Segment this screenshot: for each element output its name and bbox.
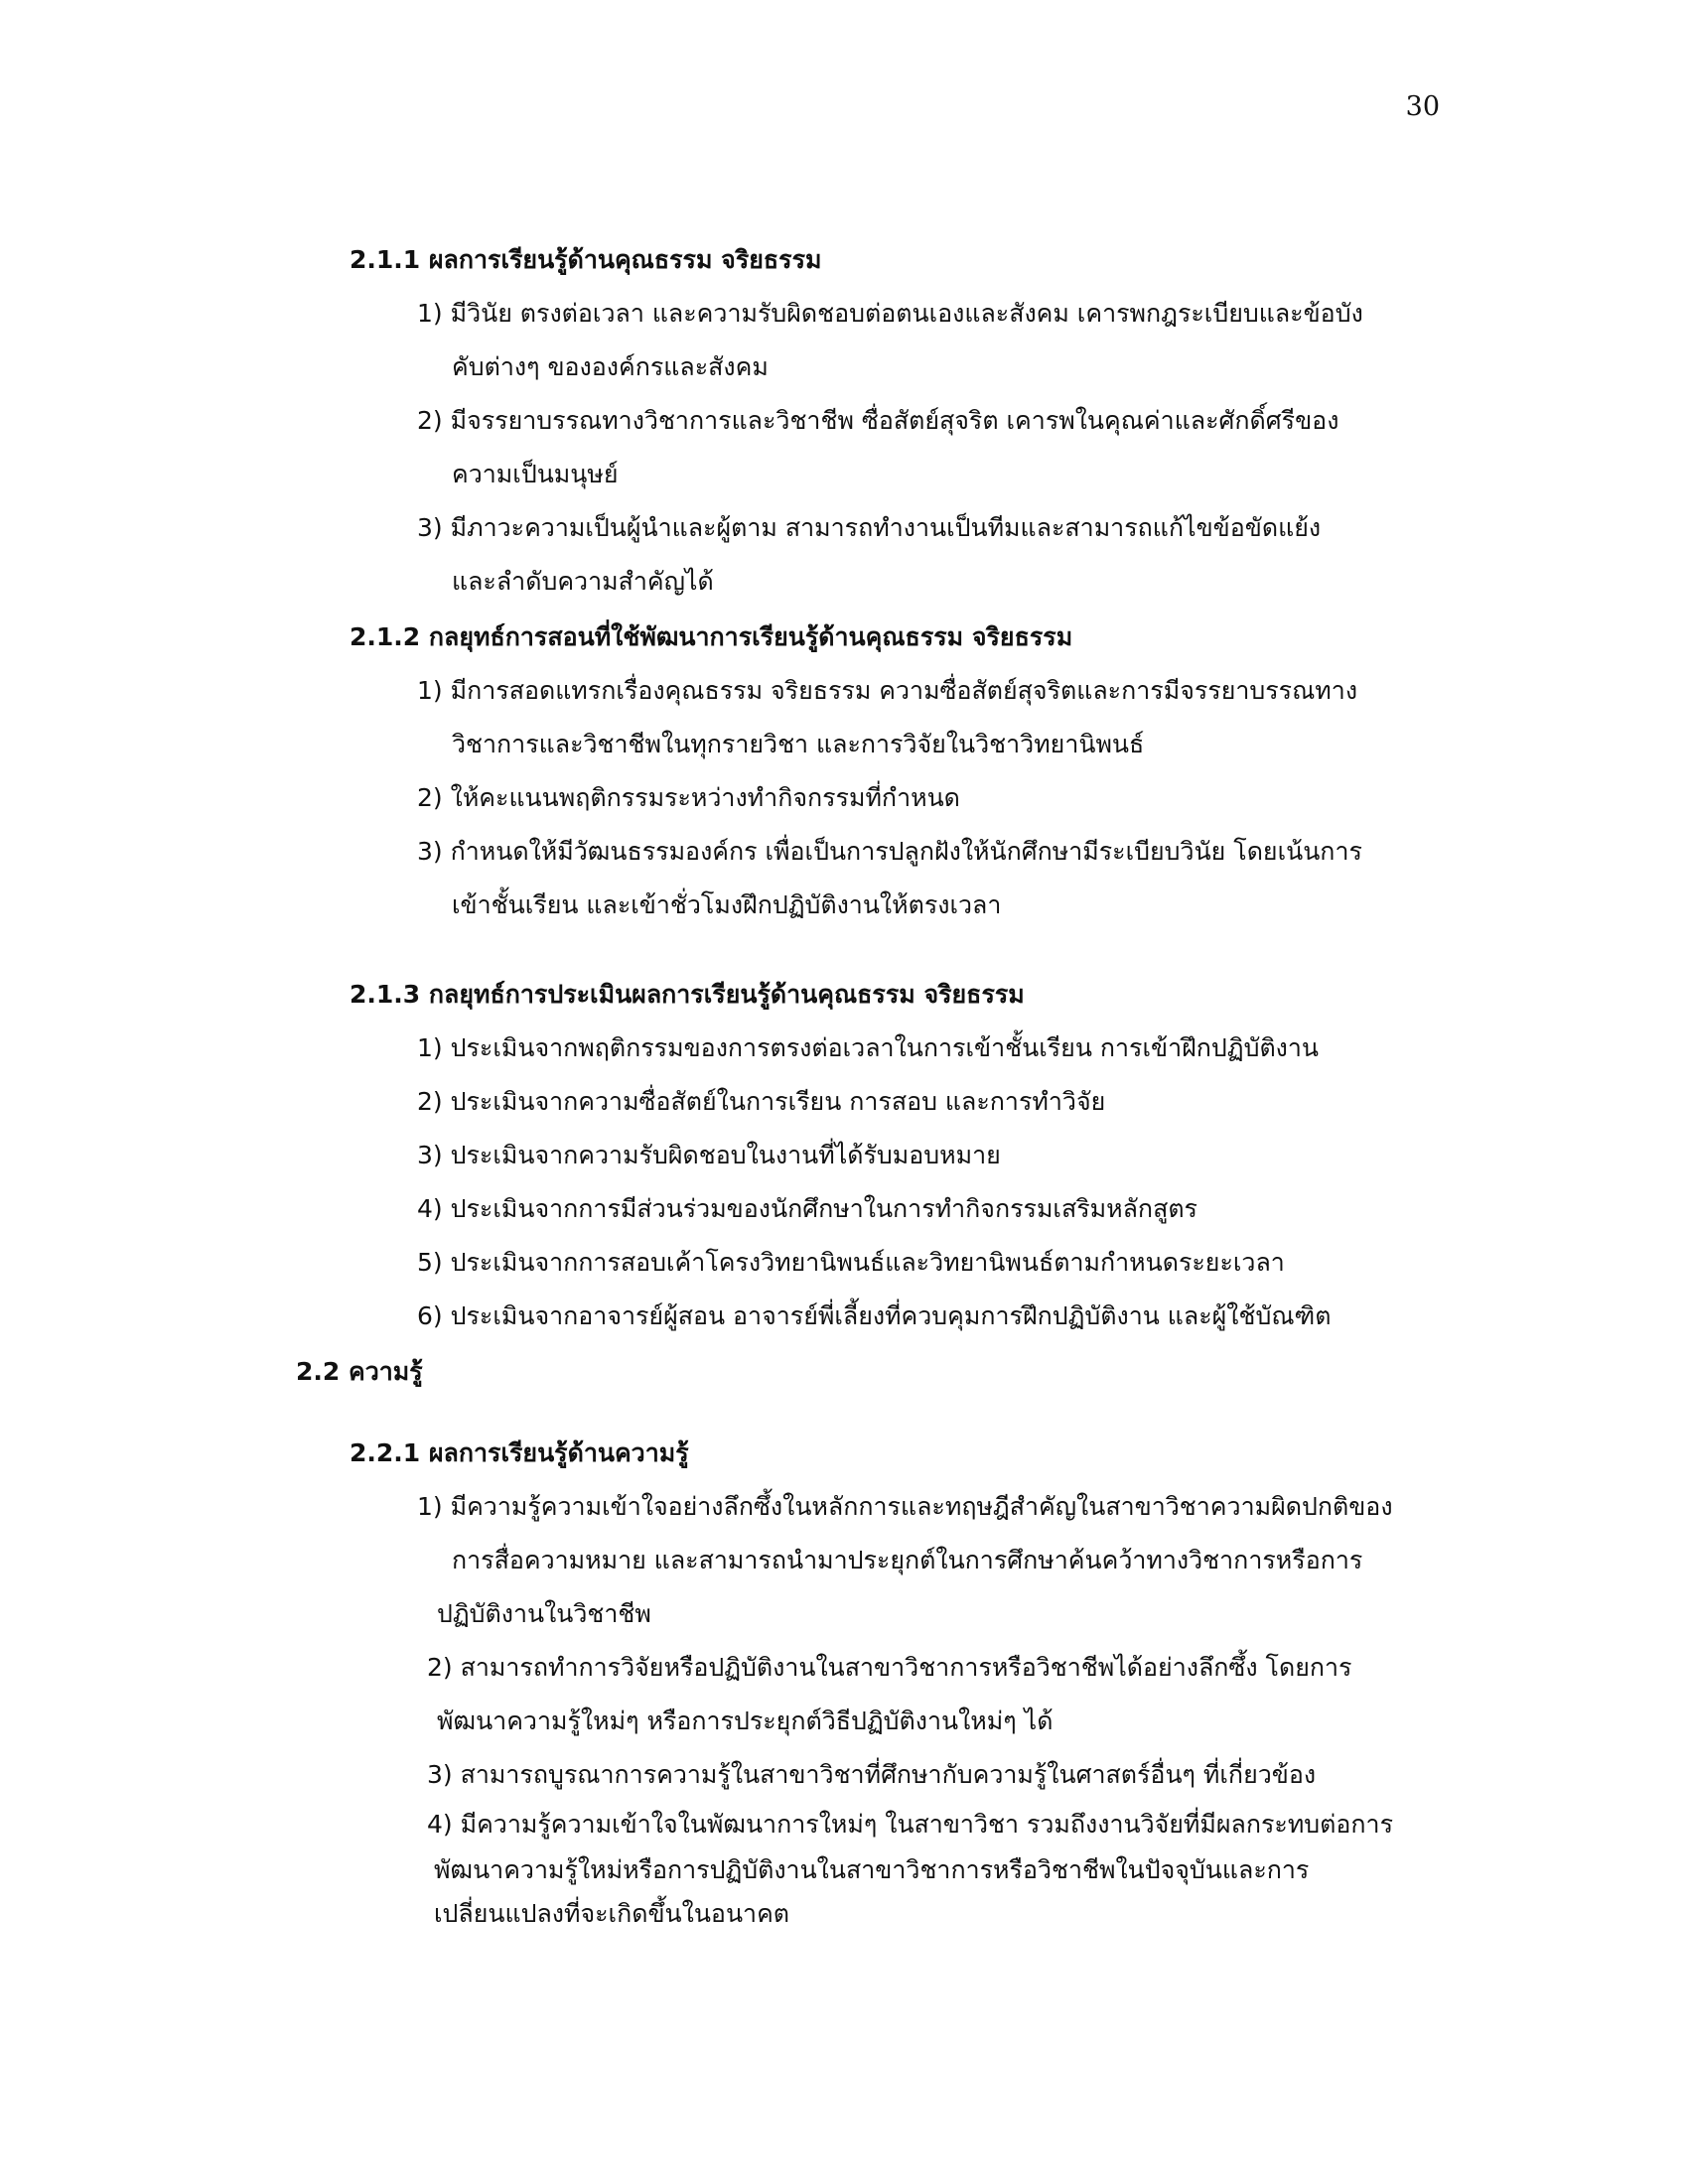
list-item-2-2-1-4-line-2: พัฒนาความรู้ใหม่หรือการปฏิบัติงานในสาขาวิชาการหรือวิชาชีพในปัจจุบันและการ	[434, 1855, 1310, 1884]
list-item-2-1-1-1-line-2: คับต่างๆ ขององค์กรและสังคม	[452, 352, 769, 381]
section-heading-2-2-1: 2.2.1 ผลการเรียนรู้ด้านความรู้	[350, 1438, 689, 1467]
section-heading-2-1-3: 2.1.3 กลยุทธ์การประเมินผลการเรียนรู้ด้านคุณธรรม จริยธรรม	[350, 980, 1025, 1009]
list-item-2-1-3-6: 6) ประเมินจากอาจารย์ผู้สอน อาจารย์พี่เลี้ยงที่ควบคุมการฝึกปฏิบัติงาน และผู้ใช้บัณฑิต	[417, 1301, 1332, 1330]
list-item-2-1-2-3-line-2: เข้าชั้นเรียน และเข้าชั่วโมงฝึกปฏิบัติงานให้ตรงเวลา	[452, 890, 1002, 919]
section-heading-2-1-1: 2.1.1 ผลการเรียนรู้ด้านคุณธรรม จริยธรรม	[350, 245, 822, 274]
list-item-2-2-1-2-line-1: 2) สามารถทำการวิจัยหรือปฏิบัติงานในสาขาวิชาการหรือวิชาชีพได้อย่างลึกซึ้ง โดยการ	[427, 1653, 1352, 1682]
list-item-2-1-1-1-line-1: 1) มีวินัย ตรงต่อเวลา และความรับผิดชอบต่อตนเองและสังคม เคารพกฎระเบียบและข้อบัง	[417, 299, 1363, 328]
list-item-2-2-1-4-line-1: 4) มีความรู้ความเข้าใจในพัฒนาการใหม่ๆ ในสาขาวิชา รวมถึงงานวิจัยที่มีผลกระทบต่อการ	[427, 1810, 1394, 1839]
list-item-2-2-1-3: 3) สามารถบูรณาการความรู้ในสาขาวิชาที่ศึกษากับความรู้ในศาสตร์อื่นๆ ที่เกี่ยวข้อง	[427, 1760, 1317, 1789]
list-item-2-1-3-4: 4) ประเมินจากการมีส่วนร่วมของนักศึกษาในการทำกิจกรรมเสริมหลักสูตร	[417, 1194, 1197, 1223]
list-item-2-1-2-2: 2) ให้คะแนนพฤติกรรมระหว่างทำกิจกรรมที่กำหนด	[417, 783, 960, 812]
list-item-2-1-3-1: 1) ประเมินจากพฤติกรรมของการตรงต่อเวลาในการเข้าชั้นเรียน การเข้าฝึกปฏิบัติงาน	[417, 1033, 1320, 1062]
page-number: 30	[1405, 91, 1440, 122]
list-item-2-1-1-3-line-2: และลำดับความสำคัญได้	[452, 567, 714, 596]
list-item-2-2-1-2-line-2: พัฒนาความรู้ใหม่ๆ หรือการประยุกต์วิธีปฏิบัติงานใหม่ๆ ได้	[437, 1706, 1054, 1735]
list-item-2-2-1-1-line-1: 1) มีความรู้ความเข้าใจอย่างลึกซึ้งในหลักการและทฤษฎีสำคัญในสาขาวิชาความผิดปกติของ	[417, 1492, 1393, 1521]
list-item-2-2-1-1-line-2: การสื่อความหมาย และสามารถนำมาประยุกต์ในการศึกษาค้นคว้าทางวิชาการหรือการ	[452, 1546, 1363, 1574]
list-item-2-1-3-5: 5) ประเมินจากการสอบเค้าโครงวิทยานิพนธ์และวิทยานิพนธ์ตามกำหนดระยะเวลา	[417, 1248, 1285, 1277]
list-item-2-1-1-2-line-2: ความเป็นมนุษย์	[452, 460, 619, 488]
list-item-2-1-2-1-line-1: 1) มีการสอดแทรกเรื่องคุณธรรม จริยธรรม ความซื่อสัตย์สุจริตและการมีจรรยาบรรณทาง	[417, 676, 1358, 705]
list-item-2-1-3-2: 2) ประเมินจากความซื่อสัตย์ในการเรียน การสอบ และการทำวิจัย	[417, 1087, 1106, 1116]
section-heading-2-2: 2.2 ความรู้	[296, 1357, 423, 1386]
list-item-2-1-2-1-line-2: วิชาการและวิชาชีพในทุกรายวิชา และการวิจัยในวิชาวิทยานิพนธ์	[452, 730, 1145, 758]
list-item-2-1-1-2-line-1: 2) มีจรรยาบรรณทางวิชาการและวิชาชีพ ซื่อสัตย์สุจริต เคารพในคุณค่าและศักดิ์ศรีของ	[417, 406, 1339, 435]
list-item-2-2-1-1-line-3: ปฏิบัติงานในวิชาชีพ	[437, 1599, 651, 1628]
list-item-2-1-3-3: 3) ประเมินจากความรับผิดชอบในงานที่ได้รับมอบหมาย	[417, 1141, 1001, 1169]
list-item-2-1-2-3-line-1: 3) กำหนดให้มีวัฒนธรรมองค์กร เพื่อเป็นการปลูกฝังให้นักศึกษามีระเบียบวินัย โดยเน้นการ	[417, 837, 1362, 866]
list-item-2-2-1-4-line-3: เปลี่ยนแปลงที่จะเกิดขึ้นในอนาคต	[434, 1899, 790, 1928]
list-item-2-1-1-3-line-1: 3) มีภาวะความเป็นผู้นำและผู้ตาม สามารถทำงานเป็นทีมและสามารถแก้ไขข้อขัดแย้ง	[417, 513, 1322, 542]
section-heading-2-1-2: 2.1.2 กลยุทธ์การสอนที่ใช้พัฒนาการเรียนรู้ด้านคุณธรรม จริยธรรม	[350, 622, 1073, 651]
